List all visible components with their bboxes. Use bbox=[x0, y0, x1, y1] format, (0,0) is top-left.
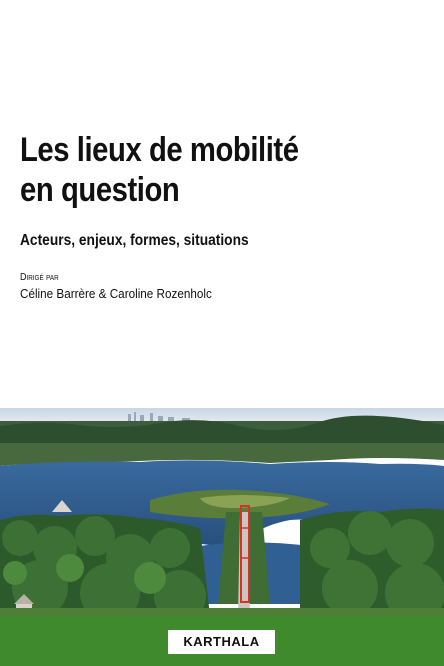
book-title bbox=[20, 130, 364, 210]
book-subtitle: Acteurs, enjeux, formes, situations bbox=[20, 232, 249, 249]
title-line-1: Les lieux de mobilité bbox=[20, 131, 299, 169]
cover-photo bbox=[0, 408, 444, 616]
title-line-2: en question bbox=[20, 171, 180, 209]
landscape-illustration bbox=[0, 408, 444, 616]
editor-label: Dirigé par bbox=[20, 272, 59, 283]
footer-band bbox=[0, 616, 444, 666]
editors-names: Céline Barrère & Caroline Rozenholc bbox=[20, 286, 212, 301]
publisher-logo: KARTHALA bbox=[168, 630, 275, 654]
